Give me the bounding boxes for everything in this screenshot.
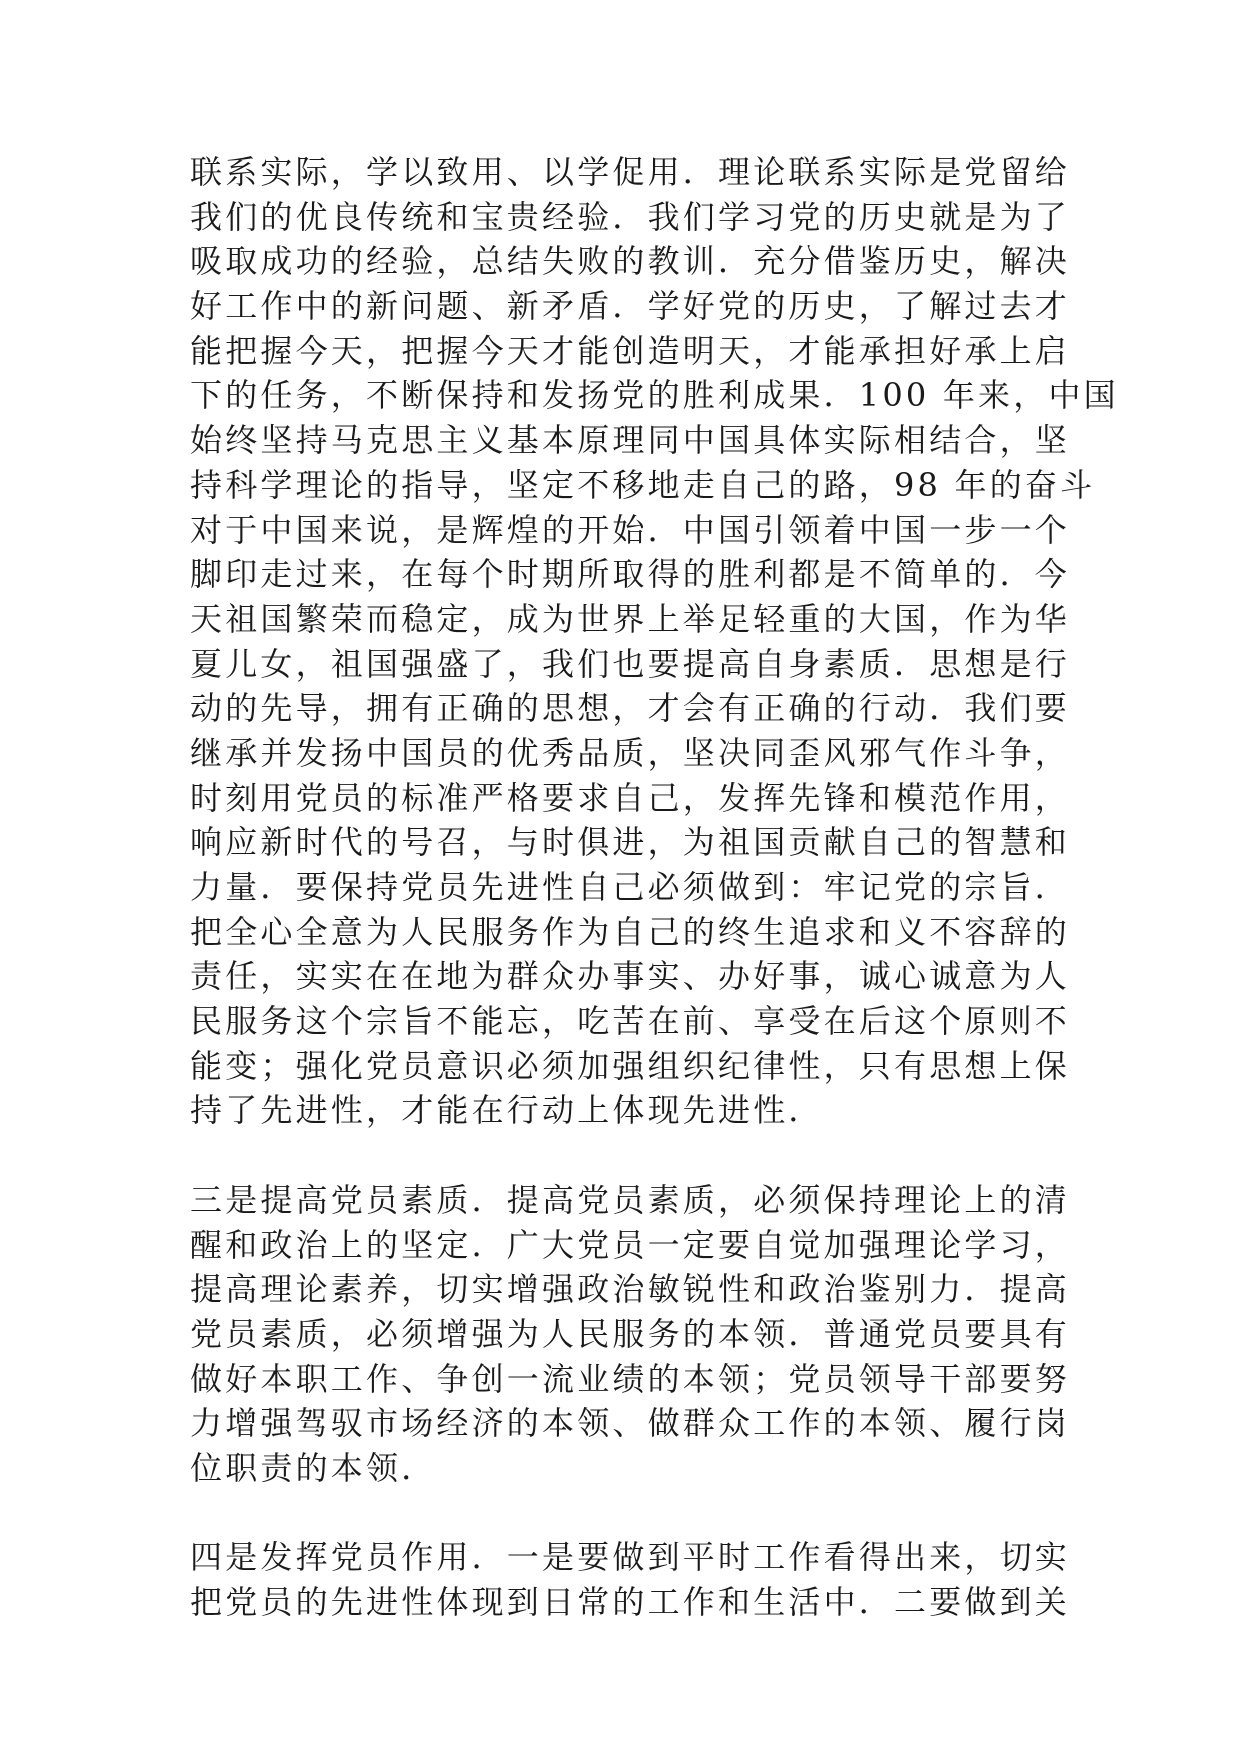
paragraph-1 (190, 150, 1119, 1133)
paragraph-3 (190, 1535, 1071, 1624)
text-line: 力增强驾驭市场经济的本领、做群众工作的本领、履行岗 (190, 1404, 1071, 1443)
text-line: 力量．要保持党员先进性自己必须做到：牢记党的宗旨． (190, 868, 1071, 906)
paragraph-2 (190, 1178, 1071, 1491)
text-line: 夏儿女，祖国强盛了，我们也要提高自身素质．思想是行 (190, 644, 1071, 683)
text-line: 党员素质，必须增强为人民服务的本领．普通党员要具有 (190, 1314, 1071, 1353)
paragraph-spacer (190, 1133, 1050, 1178)
text-line: 能把握今天，把握今天才能创造明天，才能承担好承上启 (190, 331, 1071, 370)
text-line: 我们的优良传统和宝贵经验．我们学习党的历史就是为了 (190, 197, 1071, 236)
text-line: 始终坚持马克思主义基本原理同中国具体实际相结合，坚 (190, 421, 1071, 460)
text-line: 把党员的先进性体现到日常的工作和生活中．二要做到关 (190, 1583, 1071, 1621)
text-line: 动的先导，拥有正确的思想，才会有正确的行动．我们要 (190, 689, 1071, 728)
text-line: 天祖国繁荣而稳定，成为世界上举足轻重的大国，作为华 (190, 599, 1071, 638)
text-line: 责任，实实在在地为群众办事实、办好事，诚心诚意为人 (190, 957, 1071, 996)
text-line: 民服务这个宗旨不能忘，吃苦在前、享受在后这个原则不 (190, 1002, 1071, 1041)
text-line: 吸取成功的经验，总结失败的教训．充分借鉴历史，解决 (190, 242, 1071, 281)
text-line: 联系实际，学以致用、以学促用．理论联系实际是党留给 (190, 153, 1071, 191)
text-line: 醒和政治上的坚定．广大党员一定要自觉加强理论学习， (190, 1225, 1071, 1264)
text-line: 三是提高党员素质．提高党员素质，必须保持理论上的清 (190, 1180, 1071, 1219)
document-body (190, 150, 1119, 1625)
text-line: 做好本职工作、争创一流业绩的本领；党员领导干部要努 (190, 1359, 1071, 1398)
paragraph-spacer (190, 1491, 1050, 1536)
text-line: 持科学理论的指导，坚定不移地走自己的路，98 年的奋斗 (190, 465, 1096, 504)
text-line: 四是发挥党员作用．一是要做到平时工作看得出来，切实 (190, 1538, 1071, 1577)
text-line: 响应新时代的号召，与时俱进，为祖国贡献自己的智慧和 (190, 823, 1071, 862)
text-line: 时刻用党员的标准严格要求自己，发挥先锋和模范作用， (190, 778, 1071, 817)
text-line: 持了先进性，才能在行动上体现先进性． (190, 1091, 824, 1130)
text-line: 对于中国来说，是辉煌的开始．中国引领着中国一步一个 (190, 510, 1071, 549)
text-line: 位职责的本领． (190, 1448, 437, 1487)
text-line: 脚印走过来，在每个时期所取得的胜利都是不简单的．今 (190, 555, 1071, 594)
text-line: 提高理论素养，切实增强政治敏锐性和政治鉴别力．提高 (190, 1270, 1071, 1309)
text-line: 能变；强化党员意识必须加强组织纪律性，只有思想上保 (190, 1046, 1071, 1085)
text-line: 下的任务，不断保持和发扬党的胜利成果．100 年来，中国 (190, 376, 1119, 415)
text-line: 把全心全意为人民服务作为自己的终生追求和义不容辞的 (190, 912, 1071, 951)
text-line: 好工作中的新问题、新矛盾．学好党的历史，了解过去才 (190, 287, 1071, 326)
text-line: 继承并发扬中国员的优秀品质，坚决同歪风邪气作斗争， (190, 733, 1071, 772)
